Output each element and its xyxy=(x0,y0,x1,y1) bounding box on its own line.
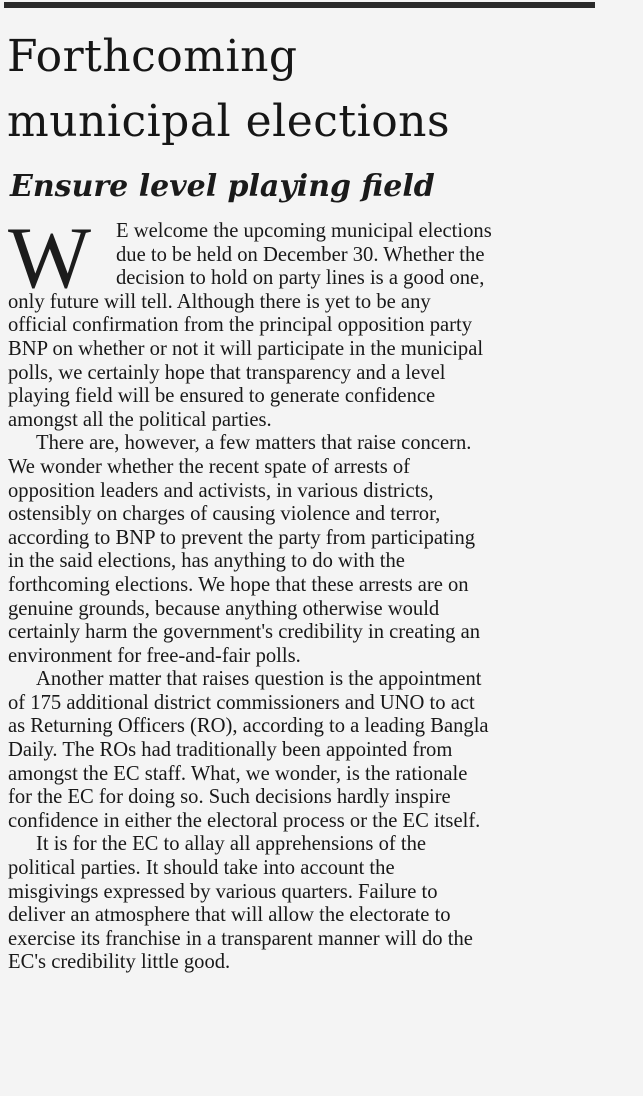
article-title xyxy=(7,24,627,154)
text-line: decision to hold on party lines is a good one, xyxy=(116,267,485,290)
paragraph xyxy=(8,291,633,433)
text-line: political parties. It should take into account the xyxy=(8,857,395,880)
text-line: EC's credibility little good. xyxy=(8,951,231,974)
text-line: forthcoming elections. We hope that these arrests are on xyxy=(8,573,469,596)
text-line: confidence in either the electoral process or the EC itself. xyxy=(8,809,481,832)
text-line: BNP on whether or not it will participate in the municipal xyxy=(8,337,484,360)
text-line: ostensibly on charges of causing violence and terror, xyxy=(8,503,441,526)
text-line: There are, however, a few matters that raise concern. xyxy=(36,432,472,455)
article-paragraphs xyxy=(8,291,633,975)
text-line: due to be held on December 30. Whether the xyxy=(116,243,485,266)
text-line: genuine grounds, because anything otherwise would xyxy=(8,597,440,620)
text-line: environment for free-and-fair polls. xyxy=(8,644,301,667)
text-line: playing field will be ensured to generate confidence xyxy=(8,385,436,408)
text-line: We wonder whether the recent spate of arrests of xyxy=(8,455,411,478)
paragraph xyxy=(8,668,633,833)
drop-cap-lines xyxy=(116,220,492,291)
text-line: for the EC for doing so. Such decisions hardly inspire xyxy=(8,786,451,809)
text-line: E welcome the upcoming municipal elections xyxy=(116,220,492,242)
paragraph xyxy=(8,833,633,975)
text-line: exercise its franchise in a transparent manner will do the xyxy=(8,927,473,950)
text-line: polls, we certainly hope that transparency and a level xyxy=(8,361,446,384)
text-line: Another matter that raises question is the appointment xyxy=(36,668,482,691)
text-line: misgivings expressed by various quarters. Failure to xyxy=(8,880,438,903)
text-line: in the said elections, has anything to do with the xyxy=(8,550,405,573)
text-line: amongst the EC staff. What, we wonder, is the rationale xyxy=(8,762,468,785)
text-line: opposition leaders and activists, in various districts, xyxy=(8,479,434,502)
title-line: municipal elections xyxy=(7,96,451,147)
article-subtitle: Ensure level playing field xyxy=(10,169,435,204)
paragraph xyxy=(8,432,633,668)
text-line: of 175 additional district commissioners and UNO to act xyxy=(8,691,475,714)
text-line: certainly harm the government's credibility in creating an xyxy=(8,621,481,644)
text-line: only future will tell. Although there is yet to be any xyxy=(8,290,431,313)
text-line: according to BNP to prevent the party from participating xyxy=(8,526,476,549)
drop-cap: W xyxy=(8,210,92,307)
text-line: It is for the EC to allay all apprehensions of the xyxy=(36,833,427,856)
text-line: official confirmation from the principal opposition party xyxy=(8,314,473,337)
text-line: amongst all the political parties. xyxy=(8,408,272,431)
title-line: Forthcoming xyxy=(7,31,298,82)
text-line: Daily. The ROs had traditionally been appointed from xyxy=(8,739,453,762)
top-rule xyxy=(4,2,595,8)
article-body xyxy=(8,210,633,975)
text-line: as Returning Officers (RO), according to a leading Bangla xyxy=(8,715,489,738)
text-line: deliver an atmosphere that will allow the electorate to xyxy=(8,904,451,927)
